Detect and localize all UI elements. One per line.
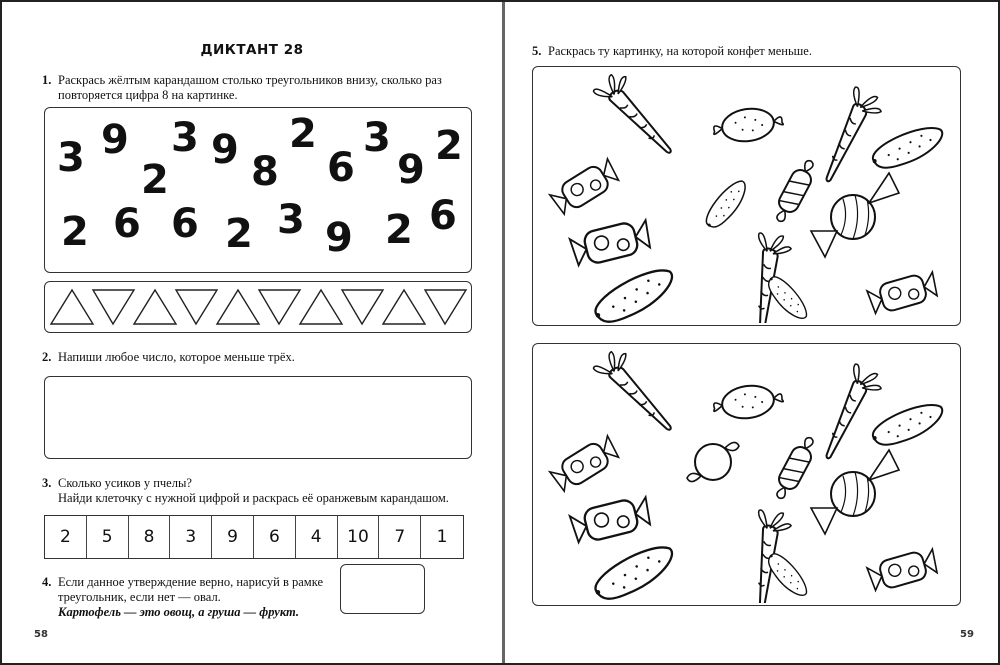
digit: 6 <box>171 201 199 247</box>
triangle-up[interactable] <box>300 290 342 324</box>
task-text: Раскрась жёлтым карандашом столько треугольников внизу, сколько раз <box>58 73 442 87</box>
task-number: 2. <box>42 350 52 364</box>
number-cell[interactable]: 2 <box>45 516 87 558</box>
triangles-row <box>45 282 469 330</box>
food-illustration <box>533 67 958 323</box>
task-number: 1. <box>42 73 52 87</box>
triangle-up[interactable] <box>383 290 425 324</box>
digit: 3 <box>363 115 391 161</box>
triangles-box <box>44 281 472 333</box>
triangle-down[interactable] <box>93 290 134 324</box>
page-number: 58 <box>34 629 48 640</box>
task-number: 4. <box>42 575 52 589</box>
triangle-down[interactable] <box>425 290 466 324</box>
digit: 9 <box>325 215 353 261</box>
digit: 9 <box>211 127 239 173</box>
triangle-up[interactable] <box>134 290 176 324</box>
task-text: Найди клеточку с нужной цифрой и раскрась её оранжевым карандашом. <box>58 491 449 505</box>
digit: 8 <box>251 149 279 195</box>
left-page <box>2 2 501 663</box>
digit: 3 <box>277 197 305 243</box>
triangle-down[interactable] <box>259 290 300 324</box>
digit: 2 <box>289 111 317 157</box>
triangle-down[interactable] <box>342 290 383 324</box>
picture-bottom[interactable] <box>532 343 961 606</box>
task-3-instructions <box>42 476 482 506</box>
answer-box[interactable] <box>44 376 472 459</box>
digit: 2 <box>385 207 413 253</box>
task-text: Раскрась ту картинку, на которой конфет меньше. <box>548 44 812 58</box>
task-2-instructions <box>42 350 482 365</box>
statement-text: Картофель — это овощ, а груша — фрукт. <box>58 605 300 619</box>
drawing-frame[interactable] <box>340 564 425 614</box>
number-cell[interactable]: 8 <box>129 516 171 558</box>
task-text: Напиши любое число, которое меньше трёх. <box>58 350 295 364</box>
triangle-down[interactable] <box>176 290 217 324</box>
digit: 3 <box>57 135 85 181</box>
task-text: повторяется цифра 8 на картинке. <box>58 88 238 102</box>
task-number: 3. <box>42 476 52 490</box>
number-cell[interactable]: 5 <box>87 516 129 558</box>
digit: 9 <box>101 117 129 163</box>
digit: 2 <box>435 123 463 169</box>
task-1-instructions <box>42 73 482 103</box>
food-illustration <box>533 344 958 603</box>
triangle-up[interactable] <box>217 290 259 324</box>
task-text: треугольник, если нет — овал. <box>58 590 221 604</box>
digit: 2 <box>141 157 169 203</box>
number-cell[interactable]: 1 <box>436 527 448 547</box>
digit: 6 <box>327 145 355 191</box>
triangle-up[interactable] <box>51 290 93 324</box>
page-number: 59 <box>960 629 974 640</box>
digit: 9 <box>397 147 425 193</box>
number-cell[interactable]: 3 <box>170 516 212 558</box>
task-text: Сколько усиков у пчелы? <box>58 476 192 490</box>
picture-top[interactable] <box>532 66 961 326</box>
digit: 3 <box>171 115 199 161</box>
digit: 2 <box>61 209 89 255</box>
number-cell[interactable]: 10 <box>338 516 380 558</box>
digit: 2 <box>225 211 253 257</box>
number-cell[interactable]: 4 <box>296 516 338 558</box>
task-5-instructions <box>532 44 972 59</box>
right-page <box>505 2 1000 663</box>
task-4-instructions <box>42 575 342 620</box>
digit: 6 <box>429 193 457 239</box>
digits-box <box>44 107 472 273</box>
number-cells <box>44 515 464 559</box>
page-title: ДИКТАНТ 28 <box>200 42 304 58</box>
task-number: 5. <box>532 44 542 58</box>
digit: 6 <box>113 201 141 247</box>
task-text: Если данное утверждение верно, нарисуй в рамке <box>58 575 324 589</box>
number-cell[interactable]: 6 <box>254 516 296 558</box>
number-cell[interactable]: 7 <box>379 516 421 558</box>
number-cell[interactable]: 9 <box>212 516 254 558</box>
